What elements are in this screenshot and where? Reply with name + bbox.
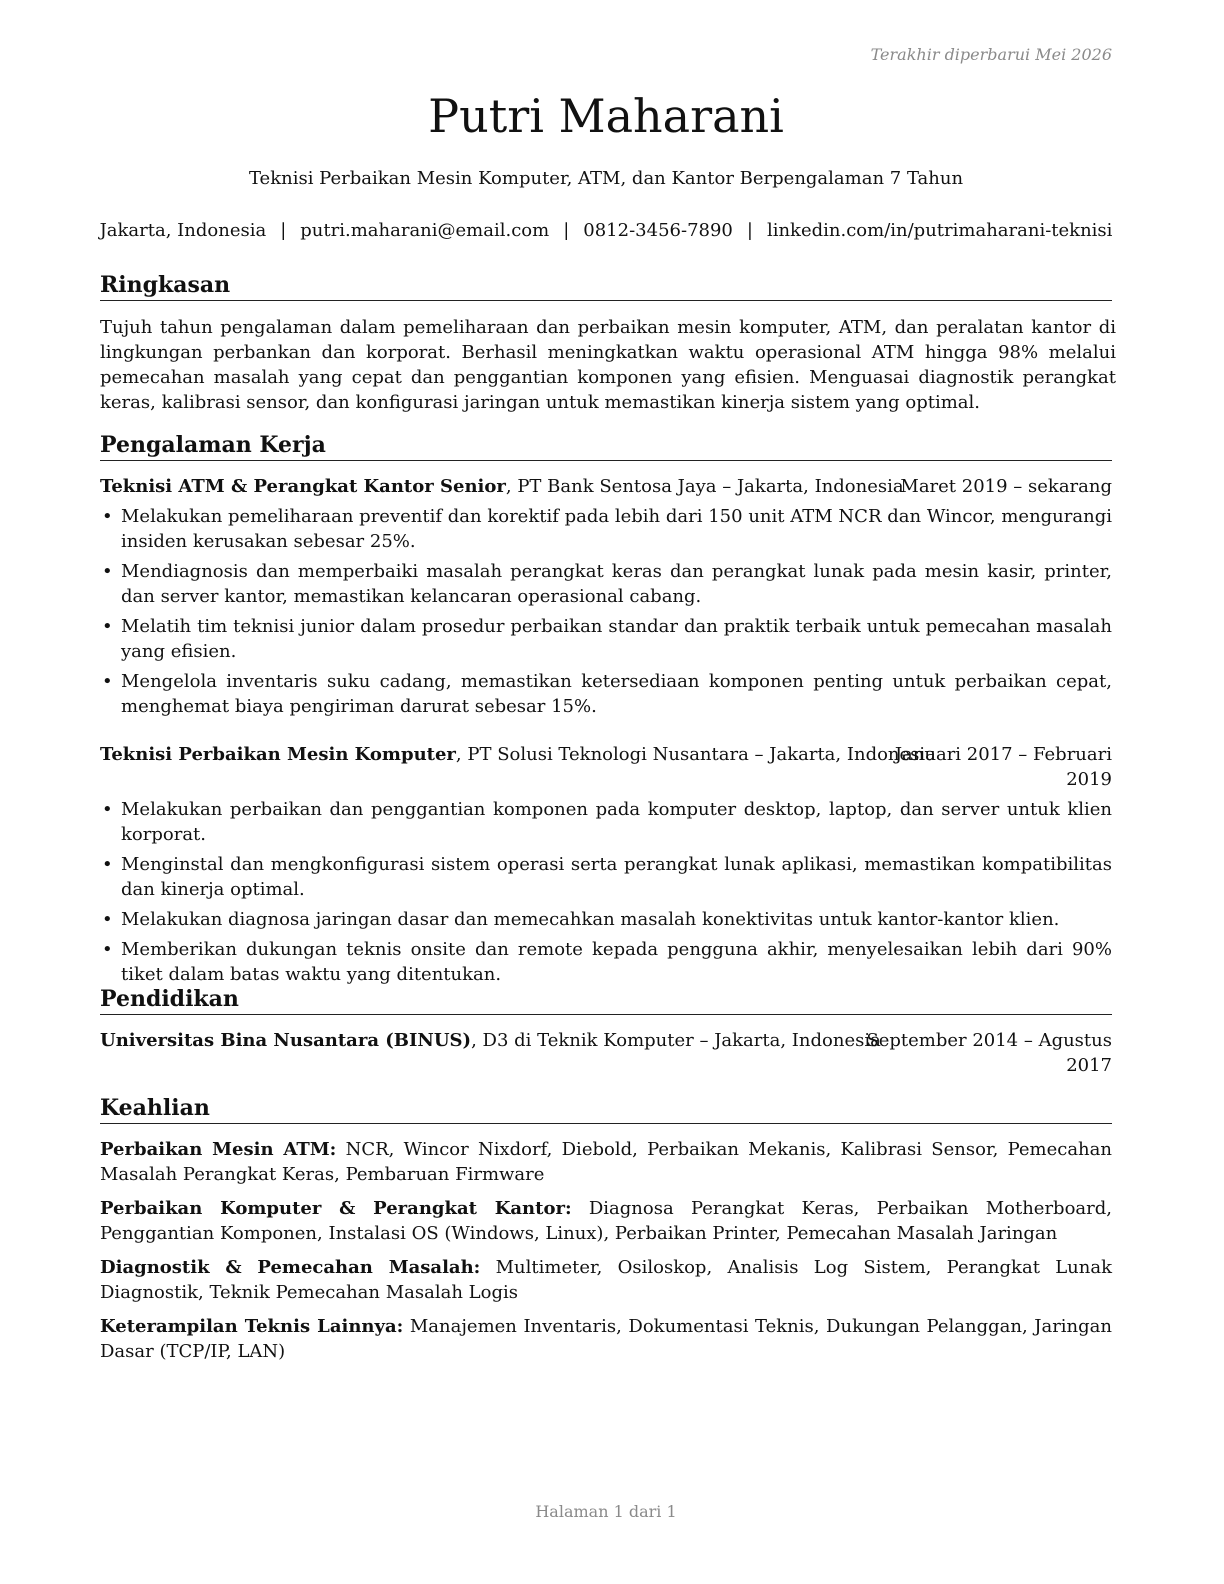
headline: Teknisi Perbaikan Mesin Komputer, ATM, dan Kantor Berpengalaman 7 Tahun: [248, 168, 964, 189]
section-heading-summary: Ringkasan: [100, 271, 1112, 301]
list-item: [100, 907, 1112, 932]
education-date: [866, 1028, 1112, 1078]
job-organization: , PT Bank Sentosa Jaya – Jakarta, Indonesia: [505, 476, 904, 497]
education-date-line: 2017: [1066, 1055, 1112, 1076]
job-bullets: [100, 797, 1112, 992]
resume-page: [99, 0, 1116, 1584]
page-number: Halaman 1 dari 1: [535, 1502, 677, 1521]
skill-group: [100, 1255, 1112, 1305]
list-item: [100, 937, 1112, 987]
skill-items: NCR, Wincor Nixdorf, Diebold, Perbaikan Mekanis, Kalibrasi Sensor, Pemecahan Masalah Perangkat Keras, Pembaruan Firmware: [100, 1139, 1112, 1185]
job-header: [100, 474, 1112, 499]
bullet-icon: •: [102, 506, 113, 527]
job-date-line: 2019: [1066, 769, 1112, 790]
job-header: [100, 742, 1112, 790]
skill-items: Manajemen Inventaris, Dokumentasi Teknis, Dukungan Pelanggan, Jaringan Dasar (TCP/IP, LAN): [100, 1316, 1112, 1362]
list-item: [100, 614, 1112, 664]
skill-label: Perbaikan Mesin ATM:: [100, 1139, 337, 1160]
bullet-text: Melakukan perbaikan dan penggantian komponen pada komputer desktop, laptop, dan server untuk klien korporat.: [121, 799, 1112, 845]
contact-linkedin[interactable]: linkedin.com/in/putrimaharani-teknisi: [766, 220, 1113, 241]
contact-separator: |: [280, 220, 287, 241]
bullet-icon: •: [102, 671, 113, 692]
bullet-text: Memberikan dukungan teknis onsite dan remote kepada pengguna akhir, menyelesaikan lebih dari 90% tiket dalam batas waktu yang ditentukan.: [121, 939, 1112, 985]
contact-separator: |: [746, 220, 753, 241]
skill-label: Perbaikan Komputer & Perangkat Kantor:: [100, 1198, 572, 1219]
school-name: Universitas Bina Nusantara (BINUS): [100, 1030, 472, 1051]
bullet-icon: •: [102, 909, 113, 930]
skill-group: [100, 1314, 1112, 1364]
bullet-text: Mendiagnosis dan memperbaiki masalah perangkat keras dan perangkat lunak pada mesin kasir, printer, dan server kantor, memastikan kelancaran operasional cabang.: [121, 561, 1112, 607]
list-item: [100, 504, 1112, 554]
section-heading-skills: Keahlian: [100, 1094, 1112, 1124]
bullet-icon: •: [102, 854, 113, 875]
job-organization: , PT Solusi Teknologi Nusantara – Jakarta, Indonesia: [455, 744, 936, 765]
last-updated: Terakhir diperbarui Mei 2026: [870, 45, 1112, 64]
job-date: [895, 742, 1112, 792]
contact-separator: |: [563, 220, 570, 241]
list-item: [100, 852, 1112, 902]
contact-email[interactable]: putri.maharani@email.com: [300, 220, 550, 241]
contact-line: [94, 219, 1118, 243]
contact-location: Jakarta, Indonesia: [99, 220, 267, 241]
section-heading-experience: Pengalaman Kerja: [100, 431, 1112, 461]
skill-items: Multimeter, Osiloskop, Analisis Log Sistem, Perangkat Lunak Diagnostik, Teknik Pemecahan Masalah Logis: [100, 1257, 1112, 1303]
skill-label: Keterampilan Teknis Lainnya:: [100, 1316, 404, 1337]
bullet-icon: •: [102, 616, 113, 637]
job-bullets: [100, 504, 1112, 724]
skill-label: Diagnostik & Pemecahan Masalah:: [100, 1257, 481, 1278]
job-date: Maret 2019 – sekarang: [900, 476, 1112, 497]
bullet-text: Mengelola inventaris suku cadang, memastikan ketersediaan komponen penting untuk perbaikan cepat, menghemat biaya pengiriman darurat sebesar 15%.: [121, 671, 1112, 717]
education-date-line: September 2014 – Agustus: [866, 1030, 1112, 1051]
bullet-icon: •: [102, 939, 113, 960]
bullet-text: Menginstal dan mengkonfigurasi sistem operasi serta perangkat lunak aplikasi, memastikan kompatibilitas dan kinerja optimal.: [121, 854, 1112, 900]
skill-group: [100, 1137, 1112, 1187]
job-date-line: Januari 2017 – Februari: [894, 744, 1112, 765]
job-title: Teknisi ATM & Perangkat Kantor Senior: [100, 476, 506, 497]
bullet-text: Melatih tim teknisi junior dalam prosedur perbaikan standar dan praktik terbaik untuk pemecahan masalah yang efisien.: [121, 616, 1112, 662]
list-item: [100, 669, 1112, 719]
summary-text: Tujuh tahun pengalaman dalam pemeliharaan dan perbaikan mesin komputer, ATM, dan peralatan kantor di lingkungan perbankan dan korporat. Berhasil meningkatkan waktu operasional ATM hingga 98% melalui pemecahan masalah yang cepat dan penggantian komponen yang efisien. Menguasai diagnostik perangkat keras, kalibrasi sensor, dan konfigurasi jaringan untuk memastikan kinerja sistem yang optimal.: [100, 317, 1116, 413]
bullet-icon: •: [102, 799, 113, 820]
section-heading-education: Pendidikan: [100, 985, 1112, 1015]
list-item: [100, 797, 1112, 847]
bullet-text: Melakukan diagnosa jaringan dasar dan memecahkan masalah konektivitas untuk kantor-kantor klien.: [121, 909, 1060, 930]
bullet-icon: •: [102, 561, 113, 582]
list-item: [100, 559, 1112, 609]
contact-phone: 0812-3456-7890: [583, 220, 733, 241]
bullet-text: Melakukan pemeliharaan preventif dan korektif pada lebih dari 150 unit ATM NCR dan Wincor, mengurangi insiden kerusakan sebesar 25%.: [121, 506, 1112, 552]
education-entry: [100, 1028, 1112, 1076]
skill-group: [100, 1196, 1112, 1246]
job-title: Teknisi Perbaikan Mesin Komputer: [100, 744, 456, 765]
skill-items: Diagnosa Perangkat Keras, Perbaikan Motherboard, Penggantian Komponen, Instalasi OS (Windows, Linux), Perbaikan Printer, Pemecahan Masalah Jaringan: [100, 1198, 1113, 1244]
person-name: Putri Maharani: [428, 89, 784, 143]
degree-detail: , D3 di Teknik Komputer – Jakarta, Indonesia: [471, 1030, 881, 1051]
